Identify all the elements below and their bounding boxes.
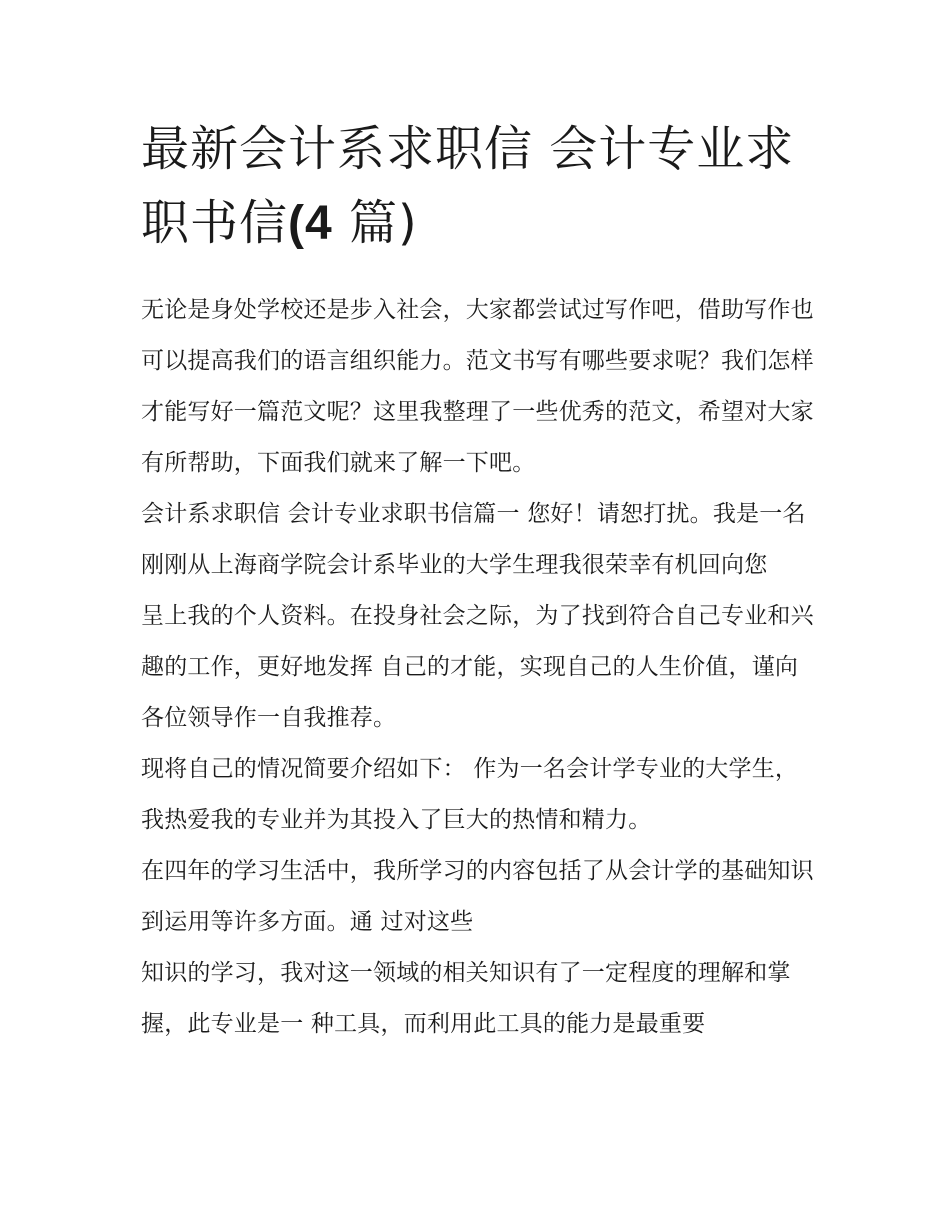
paragraph-introduction: 现将自己的情况简要介绍如下： 作为一名会计学专业的大学生，我热爱我的专业并为其投入了巨大的热情和精力。 [141, 756, 799, 833]
document-page [141, 112, 821, 1050]
title-line-2-count: (4 [288, 197, 333, 250]
paragraph-knowledge: 知识的学习，我对这一领域的相关知识有了一定程度的理解和掌握，此专业是一 种工具，而利用此工具的能力是最重要 [141, 960, 791, 1037]
paragraph-greeting: 会计系求职信 会计专业求职书信篇一 您好！请恕打扰。我是一名刚刚从上海商学院会计系毕业的大学生理我很荣幸有机回向您 [141, 501, 806, 578]
title-line-2-suffix: 篇) [332, 195, 418, 251]
title-line-2-text: 职书信 [141, 195, 289, 251]
document-body [141, 285, 821, 1050]
paragraph-intro: 无论是身处学校还是步入社会，大家都尝试过写作吧，借助写作也可以提高我们的语言组织能力。范文书写有哪些要求呢？我们怎样才能写好一篇范文呢？这里我整理了一些优秀的范文，希望对大家有所帮助，下面我们就来了解一下吧。 [141, 297, 814, 476]
paragraph-study: 在四年的学习生活中，我所学习的内容包括了从会计学的基础知识到运用等许多方面。通 过对这些 [141, 858, 814, 935]
title-line-1: 最新会计系求职信 会计专业求 [141, 121, 795, 177]
paragraph-self-recommendation: 呈上我的个人资料。在投身社会之际，为了找到符合自己专业和兴趣的工作，更好地发挥 自己的才能，实现自己的人生价值，谨向各位领导作一自我推荐。 [141, 603, 814, 731]
document-title [141, 112, 821, 261]
